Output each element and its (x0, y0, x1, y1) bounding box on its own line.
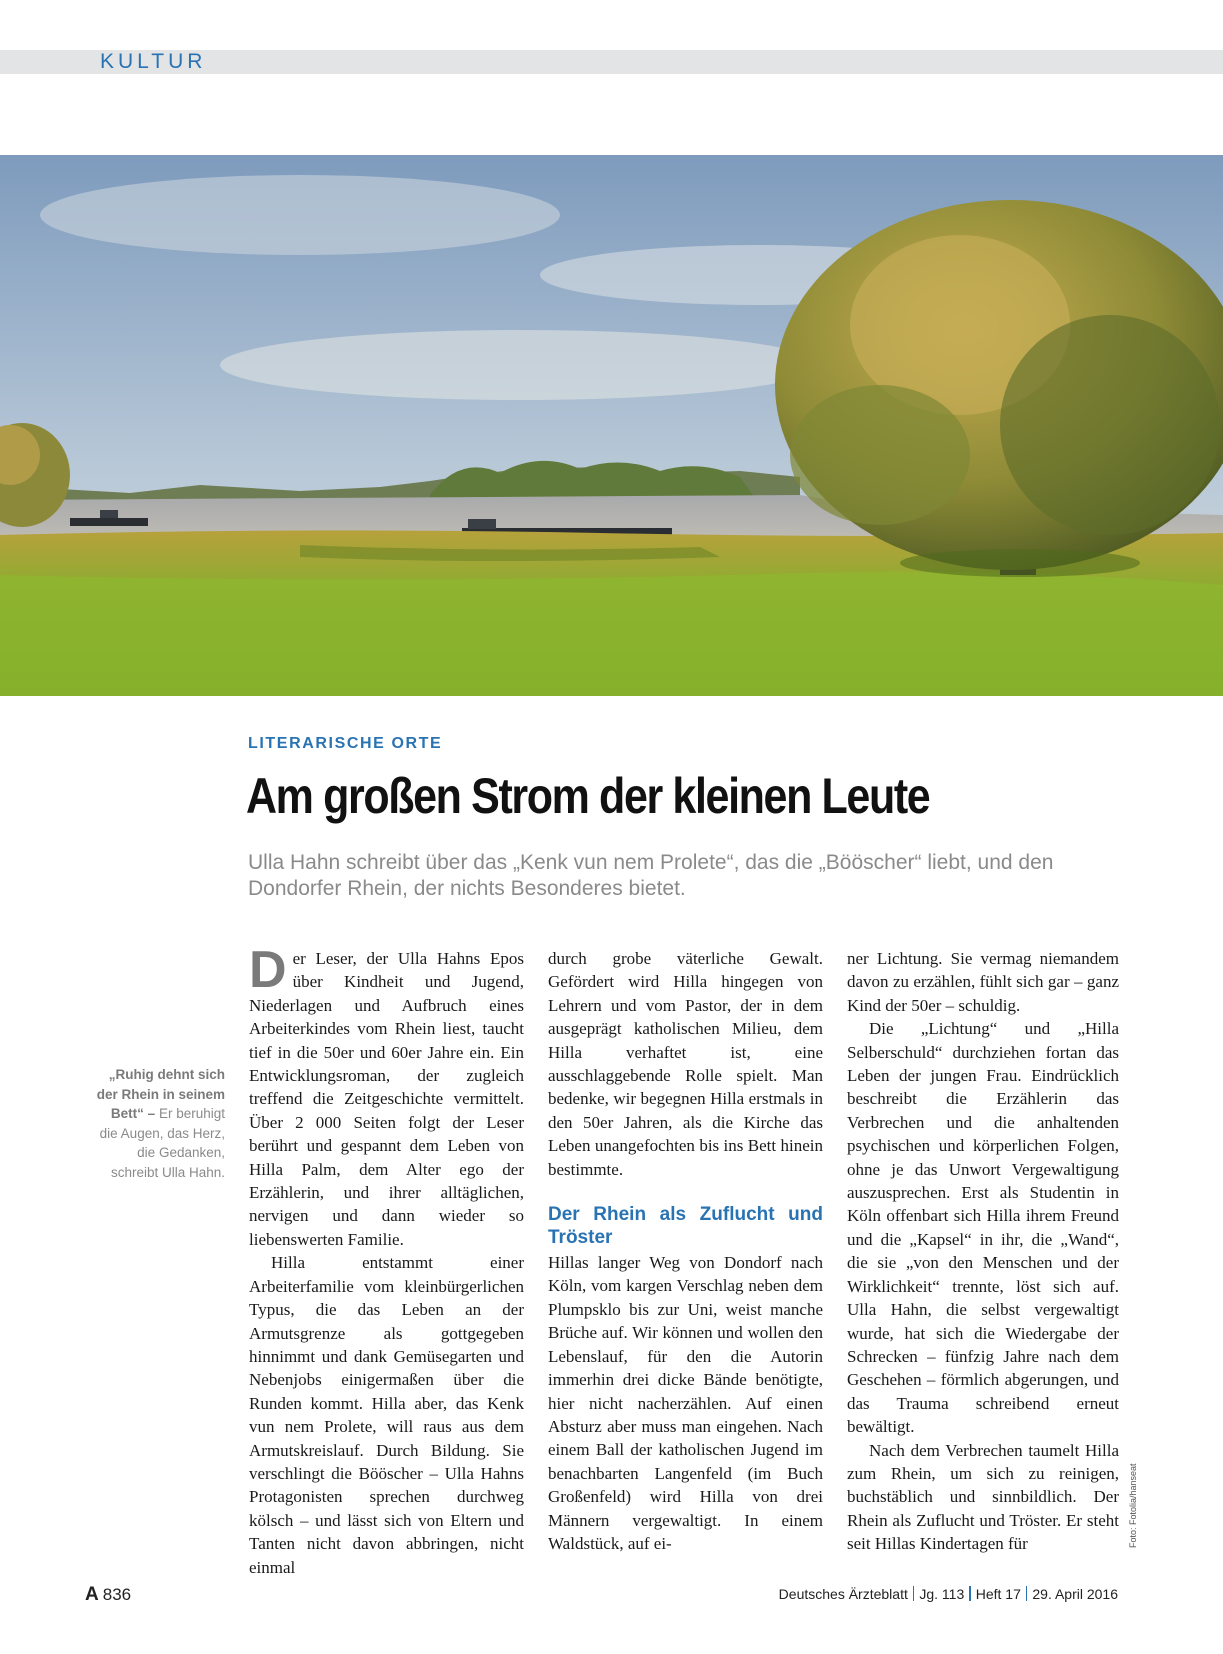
section-label: KULTUR (100, 50, 207, 73)
paragraph: durch grobe väterliche Gewalt. Gefördert wird Hilla hingegen von Lehrern und vom Pastor, der in dem ausgeprägt katholischen Milieu, dem Hilla verhaftet ist, eine ausschlaggebende Rolle spielt. Man bedenke, wir begegnen Hilla erstmals in den 50er Jahren, als die Kirche das Leben unangefochten bis ins Bett hinein bestimmte. (548, 949, 823, 1179)
article-subtitle: Ulla Hahn schreibt über das „Kenk vun nem Prolete“, das die „Bööscher“ liebt, und den Dondorfer Rhein, der nichts Besonderes bietet. (248, 851, 1054, 900)
paragraph: ner Lichtung. Sie vermag niemandem davon zu erzählen, fühlt sich gar – ganz Kind der 50er – schuldig. (847, 949, 1119, 1015)
photo-credit: Foto: Fotolia/hanseat (1128, 1463, 1138, 1548)
rhine-landscape-photo (0, 155, 1223, 696)
separator (969, 1586, 971, 1601)
separator (1026, 1586, 1028, 1601)
footer-publication-info (779, 1586, 1118, 1602)
pull-quote-highlight: „Ruhig dehnt sich der Rhein in seinem Bett“ – (96, 1067, 225, 1121)
article-column-2 (548, 947, 823, 1555)
pull-quote (90, 1065, 225, 1182)
paragraph: Die „Lichtung“ und „Hilla Selberschuld“ durchziehen fortan das Leben der jungen Frau. Eindrücklich beschreibt die Erzählerin das Verbrechen und die anhaltenden psychischen und körperlichen Folgen, ohne je das Unwort Vergewaltigung auszusprechen. Erst als Studentin in Köln offenbart sich Hilla ihrem Freund und die „Kapsel“ in ihr, die „Wand“, die sie „von den Menschen und der Wirklichkeit“ trennte, löst sich auf. Ulla Hahn, die selbst vergewaltigt wurde, hat sich die Wiedergabe der Schrecken – fünfzig Jahre nach dem Geschehen – förmlich abgerungen, und das Trauma schreibend erneut bewältigt. (847, 1019, 1119, 1437)
article-column-3 (847, 947, 1119, 1556)
page-number (85, 1584, 131, 1606)
article-subheading: Der Rhein als Zuflucht und Tröster (548, 1204, 823, 1249)
article-column-1 (249, 941, 524, 1579)
article-title: Am großen Strom der kleinen Leute (246, 768, 930, 824)
paragraph: Nach dem Verbrechen taumelt Hilla zum Rhein, um sich zu reinigen, buchstäblich und sinnbildlich. Der Rhein als Zuflucht und Tröster. Er steht seit Hillas Kindertagen für (847, 1440, 1119, 1554)
issue-date: 29. April 2016 (1032, 1586, 1118, 1602)
article-kicker: LITERARISCHE ORTE (248, 735, 443, 752)
separator (913, 1586, 915, 1601)
drop-cap: D (249, 941, 287, 999)
volume: Jg. 113 (919, 1586, 965, 1602)
page-number-value: 836 (102, 1585, 132, 1604)
paragraph: Der Leser, der Ulla Hahns Epos über Kindheit und Jugend, Niederlagen und Aufbruch eines Arbeiterkindes vom Rhein liest, taucht tief in die 50er und 60er Jahre ein. Ein Entwicklungsroman, der zugleich treffend die Zeitgeschichte vermittelt. Über 2 000 Seiten folgt der Leser berührt und gespannt dem Leben von Hilla Palm, dem Alter ego der Erzählerin, und ihrer alltäglichen, nervigen und dann wieder so liebenswerten Familie. (249, 941, 524, 1249)
page-letter: A (85, 1584, 99, 1605)
paragraph: Hilla entstammt einer Arbeiterfamilie vom kleinbürgerlichen Typus, die das Leben an der Armutsgrenze als gottgegeben hinnimmt und dank Gemüsegarten und Nebenjobs einigermaßen über die Runden kommt. Hilla aber, das Kenk vun nem Prolete, will raus aus dem Armutskreislauf. Durch Bildung. Sie verschlingt die Bööscher – Ulla Hahns Protagonisten sprechen durchweg kölsch – und lässt sich von Eltern und Tanten nicht davon abbringen, nicht einmal (249, 1253, 524, 1577)
issue: Heft 17 (975, 1586, 1021, 1602)
publication-name: Deutsches Ärzteblatt (778, 1586, 908, 1602)
pull-quote-text: Er beruhigt die Augen, das Herz, die Gedanken, schreibt Ulla Hahn. (99, 1106, 225, 1180)
paragraph: Hillas langer Weg von Dondorf nach Köln, vom kargen Verschlag neben dem Plumpsklo bis zur Uni, weist manche Brüche auf. Wir können und wollen den Lebenslauf, für den die Autorin immerhin drei dicke Bände benötigte, hier nicht nacherzählen. Auf einen Absturz aber muss man eingehen. Nach einem Ball der katholischen Jugend im benachbarten Langenfeld (im Buch Großenfeld) wird Hilla von drei Männern vergewaltigt. In einem Waldstück, auf ei- (548, 1253, 823, 1553)
